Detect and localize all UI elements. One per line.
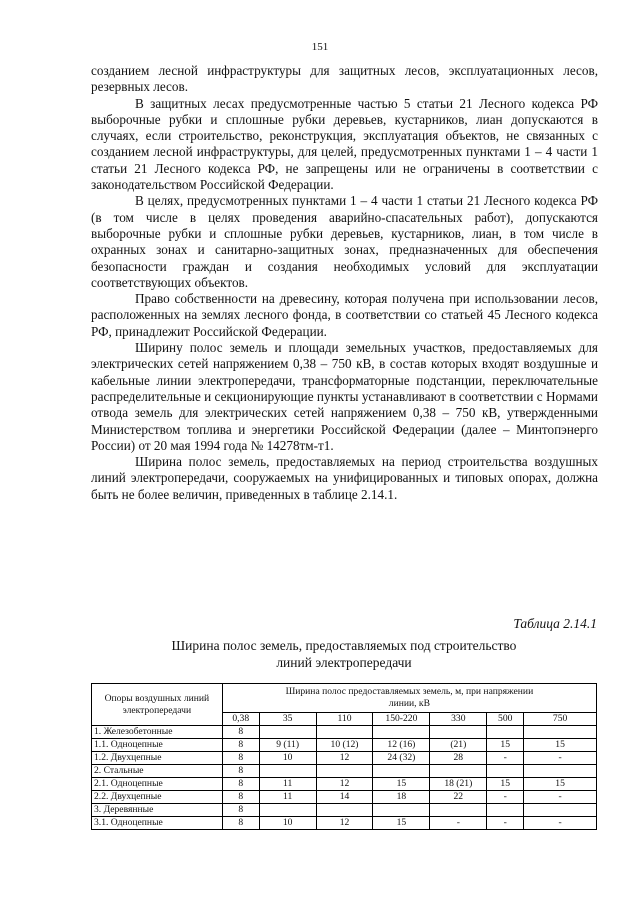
width-cell: 15 <box>487 778 524 791</box>
width-cell: 10 <box>259 752 316 765</box>
width-cell <box>524 726 597 739</box>
width-cell: - <box>430 817 487 830</box>
width-cell: 15 <box>524 778 597 791</box>
width-cell <box>373 765 430 778</box>
width-cell: 10 <box>259 817 316 830</box>
width-cell: 28 <box>430 752 487 765</box>
width-cell: 8 <box>222 791 259 804</box>
width-cell <box>316 765 373 778</box>
voltage-header: 150-220 <box>373 713 430 726</box>
row-label: 2.1. Одноцепные <box>92 778 223 791</box>
row-label: 1.1. Одноцепные <box>92 739 223 752</box>
table-row <box>92 739 597 752</box>
voltage-header: 330 <box>430 713 487 726</box>
row-label: 1.2. Двухцепные <box>92 752 223 765</box>
row-label: 2.2. Двухцепные <box>92 791 223 804</box>
width-cell: 18 <box>373 791 430 804</box>
width-cell: (21) <box>430 739 487 752</box>
width-cell: - <box>487 817 524 830</box>
width-cell: 10 (12) <box>316 739 373 752</box>
width-cell <box>259 804 316 817</box>
land-width-table <box>91 683 597 830</box>
width-cell <box>259 726 316 739</box>
paragraph: Ширину полос земель и площади земельных участков, предоставляемых для электрических сетей напряжением 0,38 – 750 кВ, в состав которых входят воздушные и кабельные линии электропередачи, трансформаторные подстанции, переключательные распределительные и секционирующие пункты устанавливают в соответствии с Нормами отвода земель для электрических сетей напряжением 0,38 – 750 кВ, утвержденными Министерством топлива и энергетики Российской Федерации (далее – Минтопэнерго России) от 20 мая 1994 года № 14278тм-т1. <box>91 340 598 453</box>
width-cell <box>430 726 487 739</box>
body-text <box>91 63 598 503</box>
width-cell: - <box>524 817 597 830</box>
width-cell: 12 (16) <box>373 739 430 752</box>
width-cell <box>316 726 373 739</box>
width-cell: 15 <box>524 739 597 752</box>
width-cell <box>259 765 316 778</box>
width-cell <box>373 726 430 739</box>
row-label: 1. Железобетонные <box>92 726 223 739</box>
page-number: 151 <box>311 41 329 53</box>
width-cell <box>487 804 524 817</box>
voltage-header: 500 <box>487 713 524 726</box>
table-title-line: линий электропередачи <box>276 654 412 670</box>
width-cell: - <box>487 791 524 804</box>
width-cell: 14 <box>316 791 373 804</box>
width-cell: - <box>524 791 597 804</box>
width-cell: 24 (32) <box>373 752 430 765</box>
width-cell: 22 <box>430 791 487 804</box>
table-title <box>91 638 597 671</box>
width-cell <box>373 804 430 817</box>
width-cell: 8 <box>222 765 259 778</box>
width-cell <box>524 804 597 817</box>
row-label: 2. Стальные <box>92 765 223 778</box>
width-cell: 15 <box>373 817 430 830</box>
width-cell: 11 <box>259 778 316 791</box>
voltage-header: 750 <box>524 713 597 726</box>
voltage-header: 35 <box>259 713 316 726</box>
table-row <box>92 817 597 830</box>
width-cell <box>430 765 487 778</box>
width-cell: 18 (21) <box>430 778 487 791</box>
width-cell <box>430 804 487 817</box>
table-header-row <box>92 684 597 713</box>
width-cell: 8 <box>222 804 259 817</box>
table-row <box>92 752 597 765</box>
voltage-header: 110 <box>316 713 373 726</box>
paragraph: Ширина полос земель, предоставляемых на период строительства воздушных линий электропередачи, сооружаемых на унифицированных и типовых опорах, должна быть не более величин, приведенных в таблице 2.14.1. <box>91 454 598 502</box>
width-cell: 12 <box>316 817 373 830</box>
width-cell <box>487 726 524 739</box>
paragraph: созданием лесной инфраструктуры для защитных лесов, эксплуатационных лесов, резервных лесов. <box>91 63 598 95</box>
voltage-header: 0,38 <box>222 713 259 726</box>
table-row <box>92 765 597 778</box>
paragraph: Право собственности на древесину, которая получена при использовании лесов, расположенных на землях лесного фонда, в соответствии со статьей 45 Лесного кодекса РФ, принадлежит Российской Федерации. <box>91 291 598 339</box>
header-width-group: Ширина полос предоставляемых земель, м, при напряжении линии, кВ <box>222 684 596 713</box>
width-cell: 12 <box>316 752 373 765</box>
width-cell <box>487 765 524 778</box>
header-supports: Опоры воздушных линий электропередачи <box>92 684 223 726</box>
width-cell: 8 <box>222 817 259 830</box>
width-cell: 9 (11) <box>259 739 316 752</box>
table-row <box>92 726 597 739</box>
width-cell: 15 <box>487 739 524 752</box>
paragraph: В защитных лесах предусмотренные частью 5 статьи 21 Лесного кодекса РФ выборочные рубки и сплошные рубки деревьев, кустарников, лиан допускаются в случаях, если строительство, реконструкция, эксплуатация объектов, не связанных с созданием лесной инфраструктуры, для целей, предусмотренных пунктами 1 – 4 части 1 статьи 21 Лесного кодекса РФ, не запрещены или не ограничены в соответствии с законодательством Российской Федерации. <box>91 95 598 193</box>
table-row <box>92 778 597 791</box>
width-cell: 11 <box>259 791 316 804</box>
row-label: 3. Деревянные <box>92 804 223 817</box>
width-cell <box>524 765 597 778</box>
width-cell: 8 <box>222 739 259 752</box>
width-cell: - <box>524 752 597 765</box>
width-cell: 15 <box>373 778 430 791</box>
width-cell: 12 <box>316 778 373 791</box>
table-row <box>92 791 597 804</box>
width-cell: 8 <box>222 726 259 739</box>
width-cell: - <box>487 752 524 765</box>
width-cell: 8 <box>222 752 259 765</box>
table-title-line: Ширина полос земель, предоставляемых под строительство <box>171 638 517 653</box>
table-label: Таблица 2.14.1 <box>513 616 597 631</box>
width-cell <box>316 804 373 817</box>
paragraph: В целях, предусмотренных пунктами 1 – 4 части 1 статьи 21 Лесного кодекса РФ (в том числе в целях проведения аварийно-спасательных работ), допускаются выборочные рубки и сплошные рубки деревьев, кустарников, лиан, в том числе в охранных зонах и санитарно-защитных зонах, предназначенных для обеспечения безопасности граждан и создания необходимых условий для эксплуатации соответствующих объектов. <box>91 193 598 290</box>
row-label: 3.1. Одноцепные <box>92 817 223 830</box>
width-cell: 8 <box>222 778 259 791</box>
table-row <box>92 804 597 817</box>
